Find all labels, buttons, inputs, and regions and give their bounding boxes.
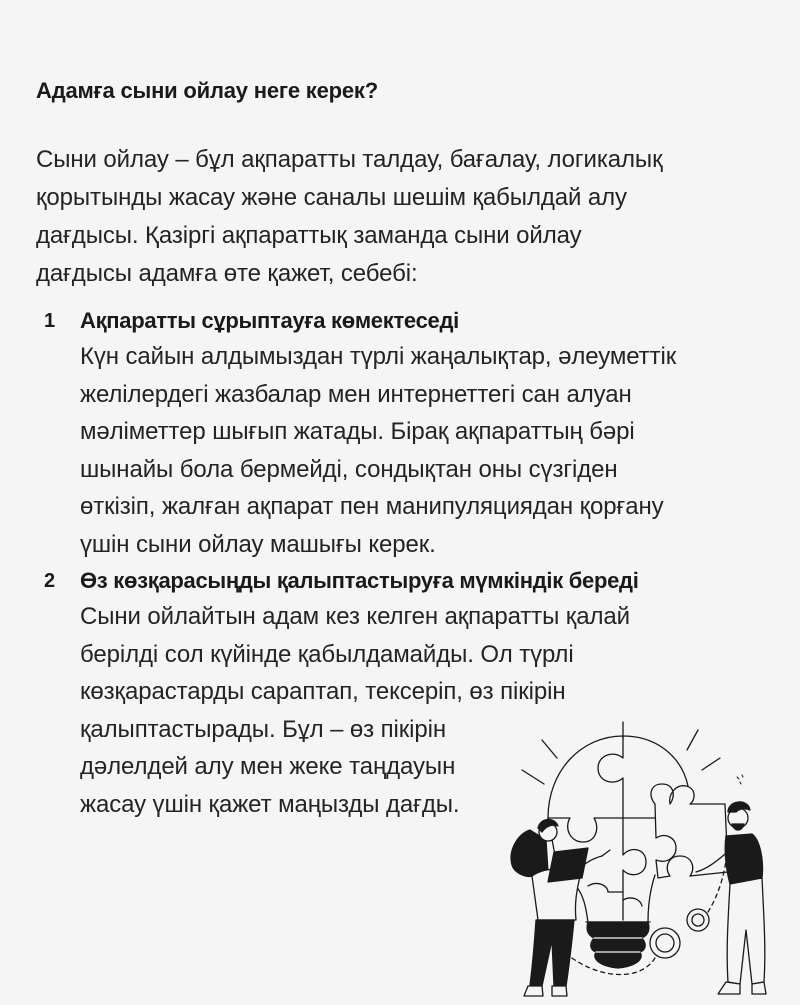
item-body	[80, 338, 676, 563]
intro-line: қорытынды жасау және саналы шешім қабылдай алу	[36, 184, 627, 211]
item-number: 1	[44, 310, 56, 332]
item-body-line: Сыни ойлайтын адам кез келген ақпаратты қалай	[80, 603, 630, 630]
item-body-line: Күн сайын алдымыздан түрлі жаңалықтар, әлеуметтік	[80, 343, 677, 370]
item-heading: Өз көзқарасыңды қалыптастыруға мүмкіндік береді	[80, 568, 639, 593]
light-rays-icon	[522, 722, 720, 784]
page-title: Адамға сыни ойлау неге керек?	[36, 78, 378, 103]
item-body-line: шынайы бола бермейді, сондықтан оны сүзгіден	[80, 455, 618, 483]
gear-icon	[650, 909, 709, 958]
item-body-line: қалыптастырады. Бұл – өз пікірін	[80, 715, 447, 743]
item-body-line: мәліметтер шығып жатады. Бірақ ақпараттың бәрі	[80, 418, 635, 445]
intro-line: Сыни ойлау – бұл ақпаратты талдау, бағалау, логикалық	[36, 146, 663, 173]
puzzle-lightbulb-illustration	[490, 700, 800, 1000]
intro-line: дағдысы. Қазіргі ақпараттық заманда сыни ойлау	[36, 222, 582, 249]
item-heading: Ақпаратты сұрыптауға көмектеседі	[80, 308, 459, 333]
item-number: 2	[44, 570, 56, 592]
intro-paragraph	[36, 141, 776, 293]
puzzle-piece-icon	[651, 784, 728, 878]
item-body-line: дәлелдей алу мен жеке таңдауын	[80, 753, 456, 780]
item-body-line: өткізіп, жалған ақпарат пен манипуляциядан қорғану	[80, 493, 664, 520]
item-body-line: желілердегі жазбалар мен интернеттегі сан алуан	[80, 380, 632, 408]
item-body-line: жасау үшін қажет маңызды дағды.	[80, 790, 460, 818]
item-body-line: берілді сол күйінде қабылдамайды. Ол түрлі	[80, 640, 574, 668]
intro-line: дағдысы адамға өте қажет, себебі:	[36, 260, 418, 287]
item-body-line: көзқарастарды сараптап, тексеріп, өз пікірін	[80, 678, 566, 705]
item-body-line: үшін сыни ойлау машығы керек.	[80, 530, 436, 558]
sparkle-icon	[737, 775, 743, 784]
